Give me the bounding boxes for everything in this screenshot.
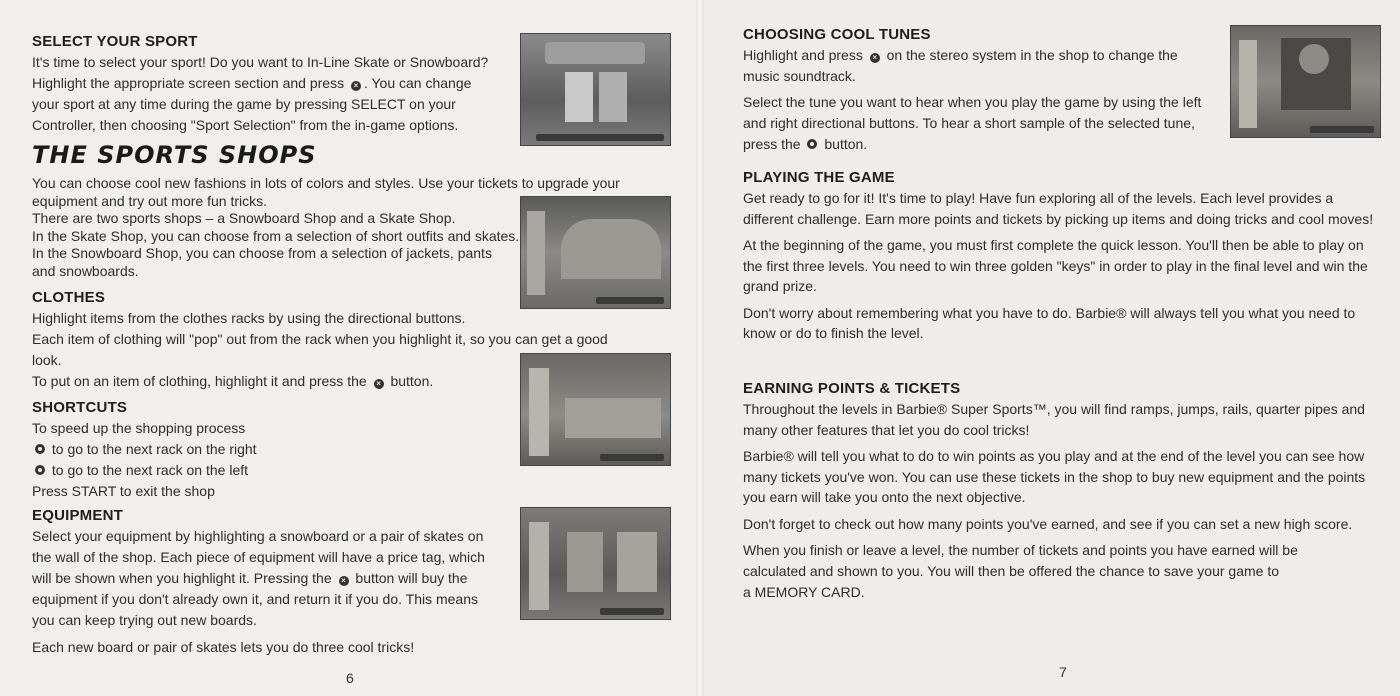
shops-line-6: and snowboards. <box>32 262 139 279</box>
r1-button-icon <box>35 444 45 454</box>
stereo-screenshot <box>1230 25 1381 138</box>
clothes-line-1: Highlight items from the clothes racks by using the directional buttons. <box>32 310 466 326</box>
l1-button-icon <box>35 465 45 475</box>
clothes-line-4: To put on an item of clothing, highlight it and press the × button. <box>32 373 434 389</box>
playing-section <box>743 168 1383 350</box>
cross-button-icon: × <box>339 576 349 586</box>
tunes-heading: CHOOSING COOL TUNES <box>743 26 931 43</box>
equipment-final-line: Each new board or pair of skates lets you do three cool tricks! <box>32 639 415 655</box>
cross-button-icon: × <box>351 81 361 91</box>
equipment-heading: EQUIPMENT <box>32 507 123 524</box>
clothes-line-2: Each item of clothing will "pop" out from the rack when you highlight it, so you can get a good <box>32 331 608 347</box>
select-sport-line-2: Highlight the appropriate screen section and press × . You can change <box>32 75 472 91</box>
shortcut-item-right: to go to the next rack on the right <box>32 439 512 460</box>
tunes-line-5: press the button. <box>743 136 868 152</box>
sports-shops-title: THE SPORTS SHOPS <box>32 141 317 169</box>
select-sport-section <box>32 32 512 136</box>
select-sport-line-4: Controller, then choosing "Sport Selection" from the in-game options. <box>32 117 459 133</box>
shortcuts-intro: To speed up the shopping process <box>32 420 246 436</box>
sport-select-screenshot <box>520 33 671 146</box>
equipment-wall-screenshot <box>520 507 671 620</box>
clothes-heading: CLOTHES <box>32 289 106 306</box>
tunes-section <box>743 25 1223 155</box>
shops-line-3: There are two sports shops – a Snowboard Shop and a Skate Shop. <box>32 210 456 226</box>
right-page <box>700 0 1400 696</box>
equipment-line-5: you can keep trying out new boards. <box>32 612 257 628</box>
earning-paragraph-3: Don't forget to check out how many points you've earned, and see if you can set a new high score. <box>743 515 1353 532</box>
circle-button-icon <box>807 139 817 149</box>
shortcut-item-left: to go to the next rack on the left <box>32 460 512 481</box>
earning-section <box>743 379 1383 603</box>
earning-paragraph-2: Barbie® will tell you what to do to win points as you play and at the end of the level you can see how many tickets you've won. You can use these tickets in the shop to buy new equipment and the points you earn will take you onto the next objective. <box>743 448 1366 505</box>
book-fold <box>696 0 704 696</box>
shops-line-1: You can choose cool new fashions in lots of colors and styles. Use your tickets to upgrade your <box>32 175 620 191</box>
sports-shops-title-block <box>32 141 512 169</box>
earning-heading: EARNING POINTS & TICKETS <box>743 380 961 397</box>
shops-line-2: equipment and try out more fun tricks. <box>32 192 267 209</box>
cross-button-icon: × <box>870 53 880 63</box>
equipment-final <box>32 637 652 658</box>
page-number-left: 6 <box>346 670 354 686</box>
playing-paragraph-3: Don't worry about remembering what you have to do. Barbie® will always tell you what you need to know or do to finish the level. <box>743 304 1356 341</box>
clothes-line-3: look. <box>32 352 62 368</box>
cross-button-icon: × <box>374 379 384 389</box>
equipment-section <box>32 506 512 631</box>
shortcuts-section <box>32 398 512 502</box>
playing-paragraph-1: Get ready to go for it! It's time to play! Have fun exploring all of the levels. Each level provides a different challenge. Earn more points and tickets by picking up items and doing tricks and cool moves! <box>743 190 1374 227</box>
playing-paragraph-2: At the beginning of the game, you must first complete the quick lesson. You'll then be able to play on the first three levels. You need to win three golden "keys" in order to play in the final level and win the grand prize. <box>743 237 1368 294</box>
page-number-right: 7 <box>1059 664 1067 680</box>
clothes-rack-screenshot <box>520 353 671 466</box>
equipment-line-4: equipment if you don't already own it, and return it if you do. This means <box>32 591 478 607</box>
select-sport-line-1: It's time to select your sport! Do you want to In-Line Skate or Snowboard? <box>32 54 489 70</box>
select-sport-line-3: your sport at any time during the game by pressing SELECT on your <box>32 96 456 112</box>
tunes-line-3: Select the tune you want to hear when you play the game by using the left <box>743 94 1202 110</box>
shortcuts-heading: SHORTCUTS <box>32 399 128 416</box>
tunes-line-1: Highlight and press × on the stereo system in the shop to change the <box>743 47 1178 63</box>
earning-line-4b: calculated and shown to you. You will then be offered the chance to save your game to <box>743 563 1279 579</box>
select-sport-heading: SELECT YOUR SPORT <box>32 33 198 50</box>
earning-paragraph-1: Throughout the levels in Barbie® Super Sports™, you will find ramps, jumps, rails, quarter pipes and many other features that let you do cool tricks! <box>743 401 1365 438</box>
earning-line-4c: a MEMORY CARD. <box>743 584 865 600</box>
playing-heading: PLAYING THE GAME <box>743 169 895 186</box>
equipment-line-2: the wall of the shop. Each piece of equipment will have a price tag, which <box>32 549 485 565</box>
equipment-line-1: Select your equipment by highlighting a snowboard or a pair of skates on <box>32 528 484 544</box>
shortcut-exit: Press START to exit the shop <box>32 483 215 499</box>
tunes-line-2: music soundtrack. <box>743 68 856 84</box>
shops-line-5: In the Snowboard Shop, you can choose from a selection of jackets, pants <box>32 245 492 261</box>
equipment-line-3: will be shown when you highlight it. Pressing the × button will buy the <box>32 570 468 586</box>
earning-line-4a: When you finish or leave a level, the number of tickets and points you have earned will be <box>743 542 1298 558</box>
shops-line-4: In the Skate Shop, you can choose from a selection of short outfits and skates. <box>32 227 520 244</box>
tunes-line-4: and right directional buttons. To hear a short sample of the selected tune, <box>743 115 1195 131</box>
